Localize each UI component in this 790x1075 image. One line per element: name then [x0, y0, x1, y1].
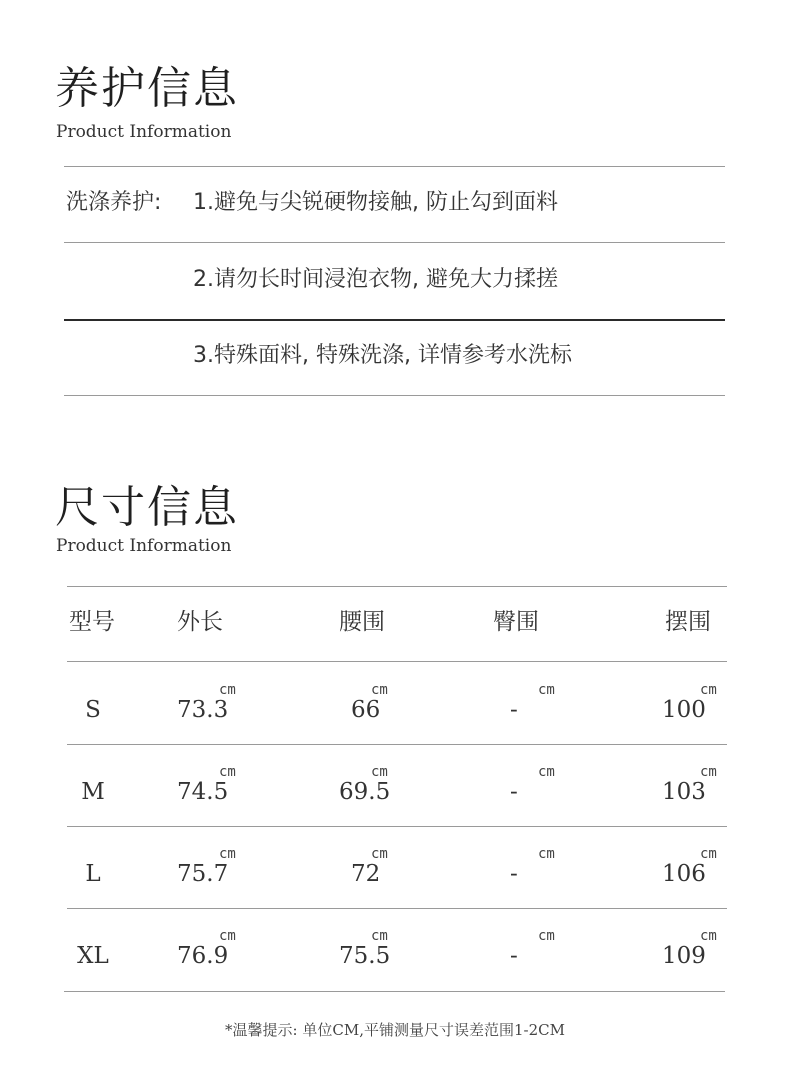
size-cell: M — [81, 779, 105, 805]
unit-label: cm — [700, 846, 717, 862]
size-table-bottom-line — [64, 991, 725, 992]
care-divider-bottom — [64, 395, 725, 396]
size-table-line-2 — [67, 744, 727, 745]
header-model: 型号 — [69, 609, 115, 635]
length-cell: 73.3 — [177, 697, 229, 723]
care-item-3: 3.特殊面料, 特殊洗涤, 详情参考水洗标 — [193, 343, 572, 368]
unit-label: cm — [700, 682, 717, 698]
hip-cell: - — [510, 779, 518, 805]
care-item-1: 1.避免与尖锐硬物接触, 防止勾到面料 — [193, 190, 558, 215]
unit-label: cm — [219, 846, 236, 862]
waist-cell: 75.5 — [339, 943, 391, 969]
hem-cell: 103 — [662, 779, 706, 805]
waist-cell: 72 — [351, 861, 381, 887]
size-footnote: *温馨提示: 单位CM,平铺测量尺寸误差范围1-2CM — [225, 1021, 565, 1039]
size-table-line-1 — [67, 661, 727, 662]
unit-label: cm — [219, 764, 236, 780]
unit-label: cm — [219, 682, 236, 698]
unit-label: cm — [371, 928, 388, 944]
care-subtitle: Product Information — [56, 122, 232, 142]
hip-cell: - — [510, 861, 518, 887]
waist-cell: 66 — [351, 697, 381, 723]
unit-label: cm — [700, 764, 717, 780]
size-cell: L — [85, 861, 101, 887]
unit-label: cm — [538, 846, 555, 862]
length-cell: 76.9 — [177, 943, 229, 969]
unit-label: cm — [538, 928, 555, 944]
header-hip: 臀围 — [493, 609, 539, 635]
unit-label: cm — [219, 928, 236, 944]
waist-cell: 69.5 — [339, 779, 391, 805]
care-item-2: 2.请勿长时间浸泡衣物, 避免大力揉搓 — [193, 267, 558, 292]
care-divider-2 — [64, 319, 725, 321]
hem-cell: 109 — [662, 943, 706, 969]
unit-label: cm — [538, 764, 555, 780]
header-waist: 腰围 — [339, 609, 385, 635]
header-length: 外长 — [177, 609, 223, 635]
hem-cell: 106 — [662, 861, 706, 887]
unit-label: cm — [371, 764, 388, 780]
size-cell: XL — [77, 943, 109, 969]
size-subtitle: Product Information — [56, 536, 232, 556]
header-hem: 摆围 — [665, 609, 711, 635]
care-divider-top — [64, 166, 725, 167]
size-table-top-line — [67, 586, 727, 587]
unit-label: cm — [700, 928, 717, 944]
unit-label: cm — [371, 846, 388, 862]
size-cell: S — [85, 697, 101, 723]
hip-cell: - — [510, 943, 518, 969]
length-cell: 75.7 — [177, 861, 229, 887]
size-table-line-4 — [67, 908, 727, 909]
size-title: 尺寸信息 — [55, 482, 239, 533]
hip-cell: - — [510, 697, 518, 723]
unit-label: cm — [538, 682, 555, 698]
care-label: 洗涤养护: — [66, 190, 162, 215]
care-title: 养护信息 — [55, 63, 239, 114]
hem-cell: 100 — [662, 697, 706, 723]
length-cell: 74.5 — [177, 779, 229, 805]
size-table-line-3 — [67, 826, 727, 827]
unit-label: cm — [371, 682, 388, 698]
care-divider-1 — [64, 242, 725, 243]
